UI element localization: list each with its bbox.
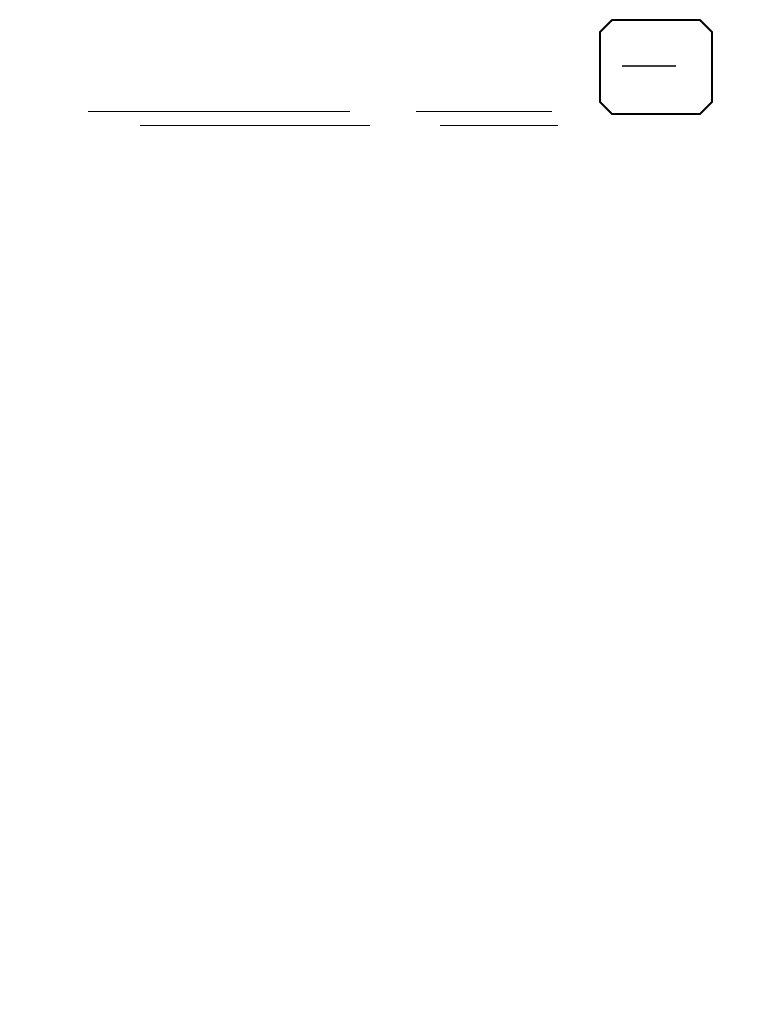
- date-field[interactable]: [416, 101, 552, 112]
- teacher-field[interactable]: [440, 115, 558, 126]
- score-box: [598, 18, 714, 116]
- name-field[interactable]: [88, 101, 350, 112]
- grade-field[interactable]: [140, 115, 370, 126]
